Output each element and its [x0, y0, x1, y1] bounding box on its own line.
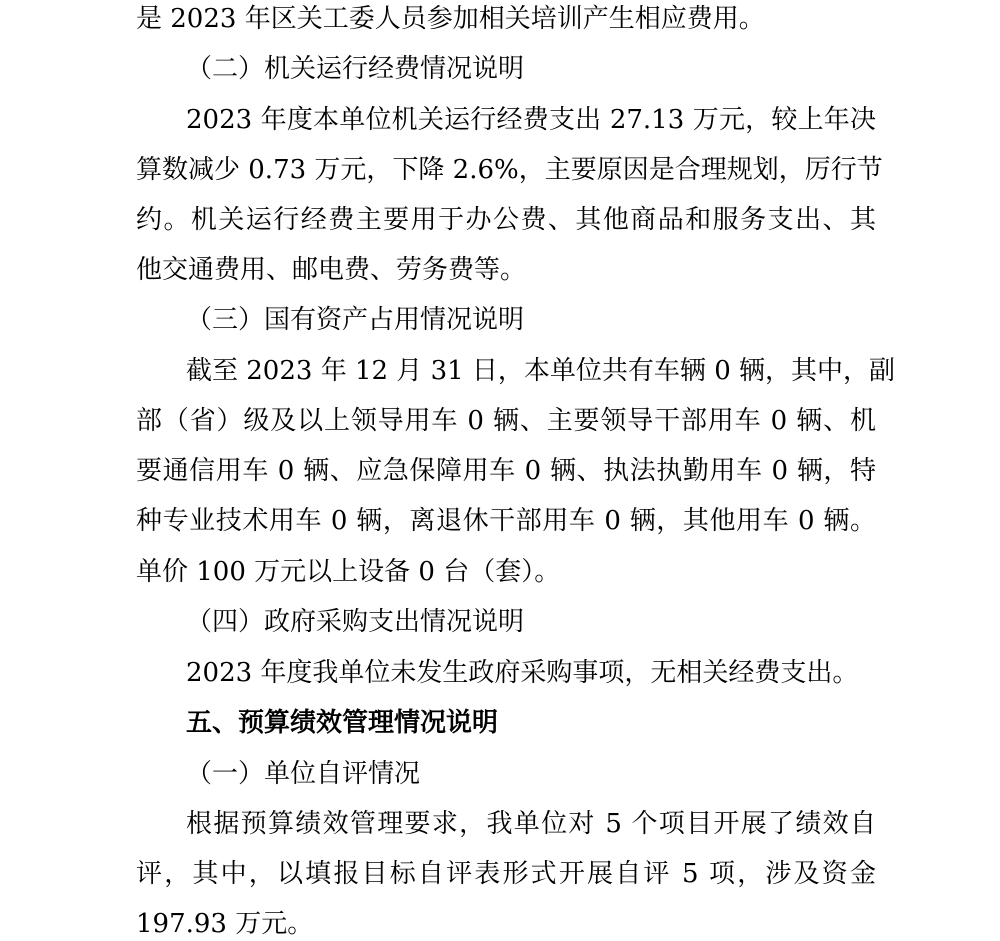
paragraph-line: 2023 年度我单位未发生政府采购事项，无相关经费支出。	[186, 658, 859, 688]
paragraph-line: 根据预算绩效管理要求，我单位对 5 个项目开展了绩效自	[186, 809, 876, 839]
paragraph-line: 评，其中，以填报目标自评表形式开展自评 5 项，涉及资金	[136, 859, 876, 889]
paragraph-line: 2023 年度本单位机关运行经费支出 27.13 万元，较上年决	[186, 105, 876, 135]
paragraph-line: 约。机关运行经费主要用于办公费、其他商品和服务支出、其	[136, 205, 876, 235]
paragraph-line: 是 2023 年区关工委人员参加相关培训产生相应费用。	[136, 4, 765, 34]
paragraph-line: 要通信用车 0 辆、应急保障用车 0 辆、执法执勤用车 0 辆，特	[136, 456, 876, 486]
paragraph-line: 种专业技术用车 0 辆，离退休干部用车 0 辆，其他用车 0 辆。	[136, 506, 876, 536]
paragraph-line: 部（省）级及以上领导用车 0 辆、主要领导干部用车 0 辆、机	[136, 406, 876, 436]
section-heading-4: （四）政府采购支出情况说明	[186, 607, 525, 637]
paragraph-line: 截至 2023 年 12 月 31 日，本单位共有车辆 0 辆，其中，副	[186, 356, 895, 386]
chapter-heading-5: 五、预算绩效管理情况说明	[186, 708, 499, 738]
paragraph-line: 197.93 万元。	[136, 909, 314, 939]
section-heading-1: （一）单位自评情况	[186, 759, 421, 789]
paragraph-line: 他交通费用、邮电费、劳务费等。	[136, 255, 527, 285]
paragraph-line: 单价 100 万元以上设备 0 台（套）。	[136, 557, 561, 587]
section-heading-2: （二）机关运行经费情况说明	[186, 54, 525, 84]
paragraph-line: 算数减少 0.73 万元，下降 2.6%，主要原因是合理规划，厉行节	[136, 155, 883, 185]
section-heading-3: （三）国有资产占用情况说明	[186, 305, 525, 335]
